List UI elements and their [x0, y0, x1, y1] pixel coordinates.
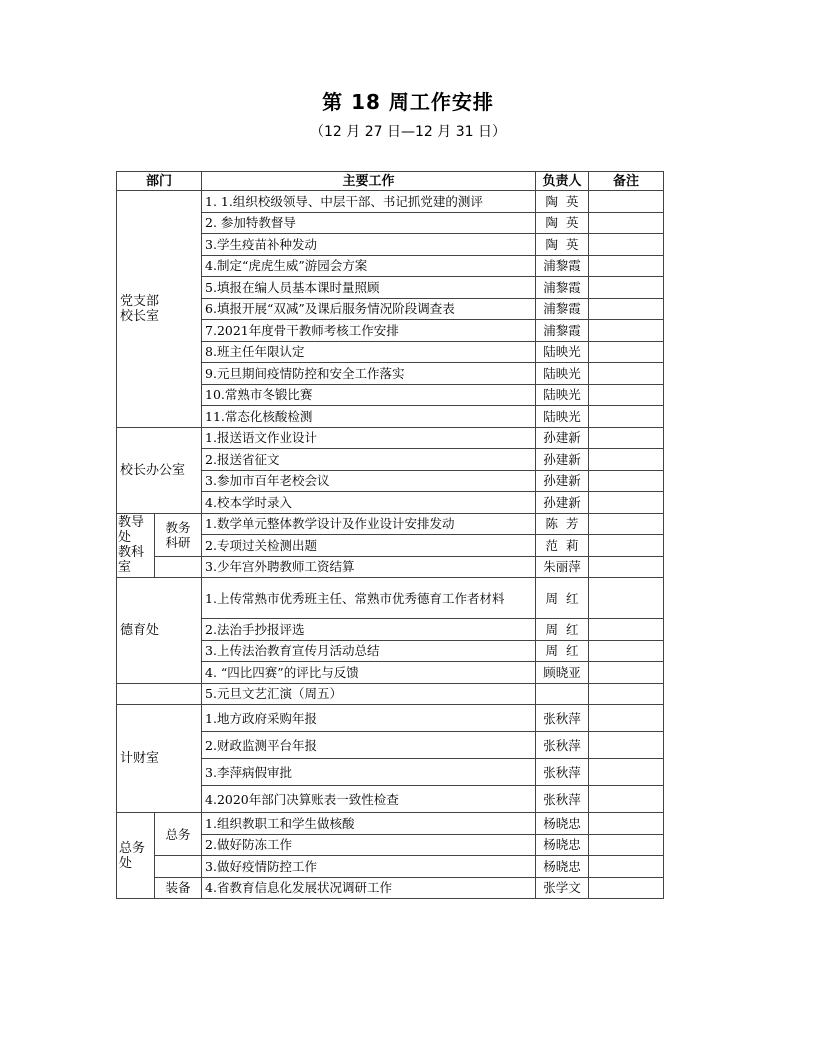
- person-cell: 陆映光: [536, 363, 589, 385]
- note-cell: [589, 856, 664, 878]
- note-cell: [589, 786, 664, 813]
- note-cell: [589, 191, 664, 213]
- note-cell: [589, 341, 664, 363]
- note-cell: [589, 578, 664, 619]
- person-cell: 孙建新: [536, 470, 589, 492]
- person-cell: 张学文: [536, 877, 589, 899]
- person-cell: 陆映光: [536, 341, 589, 363]
- page-title: 第 18 周工作安排: [322, 90, 494, 114]
- work-cell: 3.做好疫情防控工作: [202, 856, 536, 878]
- work-cell: 1.地方政府采购年报: [202, 705, 536, 732]
- work-cell: 2. 参加特教督导: [202, 212, 536, 234]
- person-cell: 周 红: [536, 619, 589, 641]
- work-cell: 2.报送省征文: [202, 449, 536, 471]
- work-cell: 10.常熟市冬锻比赛: [202, 384, 536, 406]
- table-header-row: [117, 172, 664, 191]
- note-cell: [589, 277, 664, 299]
- person-cell: [536, 683, 589, 705]
- note-cell: [589, 834, 664, 856]
- work-cell: 3.参加市百年老校会议: [202, 470, 536, 492]
- note-cell: [589, 683, 664, 705]
- work-cell: 3.上传法治教育宣传月活动总结: [202, 640, 536, 662]
- empty-sub-cell: [155, 856, 202, 878]
- person-cell: 陆映光: [536, 384, 589, 406]
- person-cell: 陶 英: [536, 191, 589, 213]
- work-cell: 5.元旦文艺汇演（周五）: [202, 683, 536, 705]
- work-cell: 7.2021年度骨干教师考核工作安排: [202, 320, 536, 342]
- note-cell: [589, 556, 664, 578]
- note-cell: [589, 662, 664, 684]
- work-cell: 4.制定“虎虎生威”游园会方案: [202, 255, 536, 277]
- dept-party: 党支部 校长室: [117, 191, 202, 428]
- work-cell: 2.专项过关检测出题: [202, 535, 536, 557]
- dept-general-sub: 总务: [155, 813, 202, 856]
- work-cell: 6.填报开展“双减”及课后服务情况阶段调查表: [202, 298, 536, 320]
- note-cell: [589, 298, 664, 320]
- person-cell: 张秋萍: [536, 786, 589, 813]
- empty-dept-cell: [117, 683, 202, 705]
- person-cell: 浦黎霞: [536, 298, 589, 320]
- note-cell: [589, 492, 664, 514]
- note-cell: [589, 732, 664, 759]
- note-cell: [589, 705, 664, 732]
- person-cell: 朱丽萍: [536, 556, 589, 578]
- work-cell: 4.省教育信息化发展状况调研工作: [202, 877, 536, 899]
- table-row: [117, 813, 664, 835]
- person-cell: 孙建新: [536, 427, 589, 449]
- note-cell: [589, 813, 664, 835]
- note-cell: [589, 535, 664, 557]
- table-row: [117, 578, 664, 619]
- note-cell: [589, 470, 664, 492]
- dept-teaching-sub: 教务 科研: [155, 513, 202, 556]
- page-subtitle: （12 月 27 日—12 月 31 日）: [310, 124, 506, 140]
- table-row: [117, 427, 664, 449]
- person-cell: 浦黎霞: [536, 320, 589, 342]
- empty-sub-cell: [155, 556, 202, 578]
- note-cell: [589, 406, 664, 428]
- work-cell: 9.元旦期间疫情防控和安全工作落实: [202, 363, 536, 385]
- table-row: [117, 856, 664, 878]
- work-cell: 2.做好防冻工作: [202, 834, 536, 856]
- dept-general: 总务 处: [117, 813, 155, 899]
- work-cell: 1.报送语文作业设计: [202, 427, 536, 449]
- person-cell: 顾晓亚: [536, 662, 589, 684]
- note-cell: [589, 513, 664, 535]
- dept-moral: 德育处: [117, 578, 202, 684]
- person-cell: 孙建新: [536, 449, 589, 471]
- work-cell: 11.常态化核酸检测: [202, 406, 536, 428]
- work-cell: 3.李萍病假审批: [202, 759, 536, 786]
- person-cell: 范 莉: [536, 535, 589, 557]
- note-cell: [589, 877, 664, 899]
- person-cell: 杨晓忠: [536, 856, 589, 878]
- person-cell: 陶 英: [536, 212, 589, 234]
- table-row: [117, 683, 664, 705]
- note-cell: [589, 619, 664, 641]
- work-cell: 4.校本学时录入: [202, 492, 536, 514]
- person-cell: 周 红: [536, 640, 589, 662]
- person-cell: 张秋萍: [536, 732, 589, 759]
- work-cell: 1.组织教职工和学生做核酸: [202, 813, 536, 835]
- note-cell: [589, 427, 664, 449]
- note-cell: [589, 255, 664, 277]
- person-cell: 陈 芳: [536, 513, 589, 535]
- person-cell: 孙建新: [536, 492, 589, 514]
- note-cell: [589, 212, 664, 234]
- schedule-table: [116, 171, 664, 899]
- dept-teaching: 教导处 教科室: [117, 513, 155, 578]
- person-cell: 陆映光: [536, 406, 589, 428]
- work-cell: 3.学生疫苗补种发动: [202, 234, 536, 256]
- table-row: [117, 191, 664, 213]
- work-cell: 8.班主任年限认定: [202, 341, 536, 363]
- header-person: 负责人: [536, 172, 589, 191]
- person-cell: 浦黎霞: [536, 255, 589, 277]
- person-cell: 杨晓忠: [536, 834, 589, 856]
- person-cell: 杨晓忠: [536, 813, 589, 835]
- dept-equip: 装备: [155, 877, 202, 899]
- work-cell: 1.上传常熟市优秀班主任、常熟市优秀德育工作者材料: [202, 578, 536, 619]
- note-cell: [589, 640, 664, 662]
- header-dept: 部门: [117, 172, 202, 191]
- work-cell: 4. “四比四赛”的评比与反馈: [202, 662, 536, 684]
- person-cell: 周 红: [536, 578, 589, 619]
- work-cell: 4.2020年部门决算账表一致性检查: [202, 786, 536, 813]
- work-cell: 2.法治手抄报评选: [202, 619, 536, 641]
- dept-office: 校长办公室: [117, 427, 202, 513]
- note-cell: [589, 759, 664, 786]
- header-work: 主要工作: [202, 172, 536, 191]
- work-cell: 2.财政监测平台年报: [202, 732, 536, 759]
- table-row: [117, 556, 664, 578]
- note-cell: [589, 320, 664, 342]
- note-cell: [589, 384, 664, 406]
- dept-finance: 计财室: [117, 705, 202, 813]
- note-cell: [589, 234, 664, 256]
- table-row: [117, 513, 664, 535]
- work-cell: 1. 1.组织校级领导、中层干部、书记抓党建的测评: [202, 191, 536, 213]
- person-cell: 张秋萍: [536, 705, 589, 732]
- note-cell: [589, 449, 664, 471]
- header-note: 备注: [589, 172, 664, 191]
- person-cell: 浦黎霞: [536, 277, 589, 299]
- work-cell: 5.填报在编人员基本课时量照顾: [202, 277, 536, 299]
- person-cell: 张秋萍: [536, 759, 589, 786]
- table-row: [117, 705, 664, 732]
- person-cell: 陶 英: [536, 234, 589, 256]
- table-row: [117, 877, 664, 899]
- work-cell: 3.少年宫外聘教师工资结算: [202, 556, 536, 578]
- note-cell: [589, 363, 664, 385]
- work-cell: 1.数学单元整体教学设计及作业设计安排发动: [202, 513, 536, 535]
